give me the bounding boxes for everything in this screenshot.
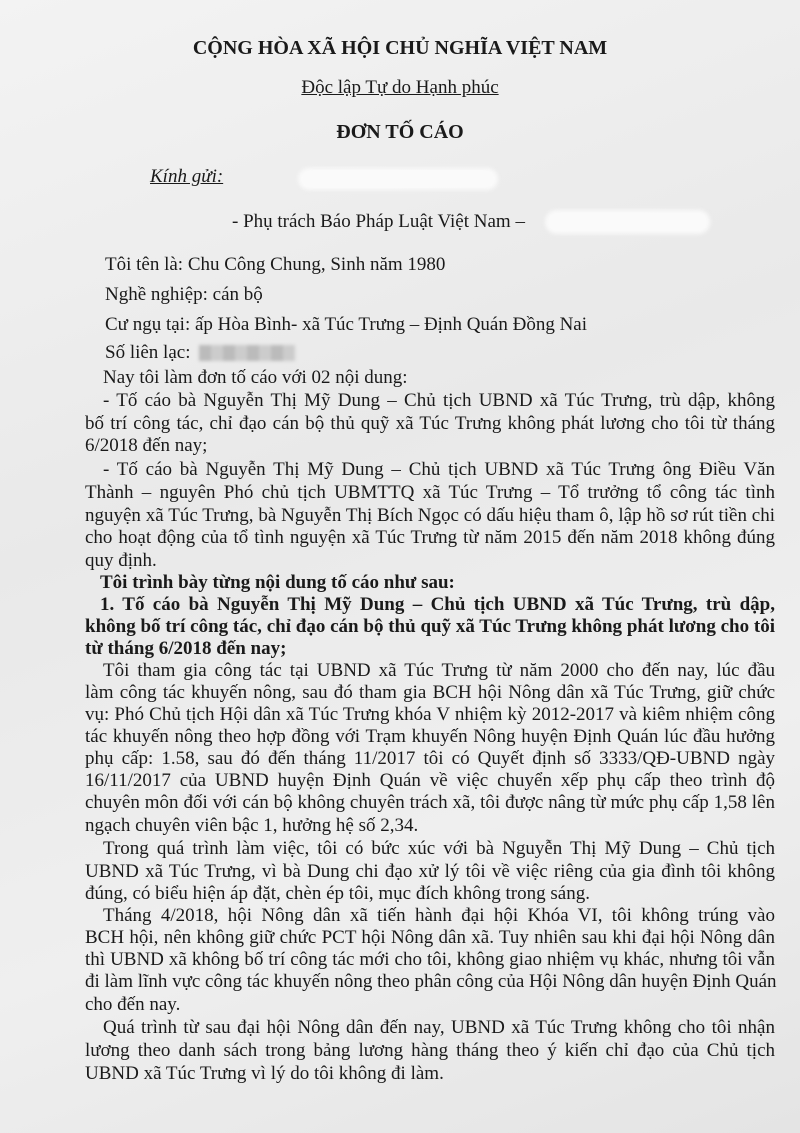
body-line: BCH hội, nên không giữ chức PCT hội Nông dân xã. Tuy nhiên sau khi đại hội Nông dân (85, 927, 775, 948)
recipient-line: - Phụ trách Báo Pháp Luật Việt Nam – (232, 211, 525, 232)
body-line: Thành – nguyên Phó chủ tịch UBMTTQ xã Túc Trưng – Tổ trưởng tổ công tác tình (85, 482, 775, 503)
body-line: làm công tác khuyến nông, sau đó tham gia BCH hội Nông dân xã Túc Trưng, giữ chức (85, 682, 775, 703)
body-line: bố trí công tác, chỉ đạo cán bộ thủ quỹ xã Túc Trưng không phát lương cho tôi từ tháng (85, 413, 775, 434)
body-line: lương theo danh sách trong bảng lương hàng tháng theo ý kiến chỉ đạo của Chủ tịch (85, 1040, 775, 1061)
body-line: chuyên môn đối với cán bộ không chuyên trách xã, tôi được nâng từ mức phụ cấp 1,58 lên (85, 792, 775, 813)
body-line: không bố trí công tác, chỉ đạo cán bộ thủ quỹ xã Túc Trưng không phát lương cho tôi (85, 616, 775, 637)
body-line: cho hoạt động của tổ tình nguyện xã Túc Trưng từ năm 2015 đến năm 2018 không đúng (85, 527, 775, 548)
body-line: nguyện xã Túc Trưng, bà Nguyễn Thị Bích Ngọc có dấu hiệu tham ô, lập hồ sơ rút tiền chi (85, 505, 775, 526)
redaction-mark (545, 210, 710, 234)
blurred-phone (199, 345, 295, 361)
motto: Độc lập Tự do Hạnh phúc (301, 77, 499, 98)
body-line: 16/11/2017 của UBND huyện Định Quán về việc chuyển xếp phụ cấp theo trình độ (85, 770, 775, 791)
job-line: Nghề nghiệp: cán bộ (105, 284, 263, 305)
body-line: 1. Tố cáo bà Nguyễn Thị Mỹ Dung – Chủ tịch UBND xã Túc Trưng, trù dập, (100, 594, 775, 615)
name-line: Tôi tên là: Chu Công Chung, Sinh năm 1980 (105, 254, 446, 275)
recipient-label: Kính gửi: (150, 166, 224, 187)
body-line: - Tố cáo bà Nguyễn Thị Mỹ Dung – Chủ tịch UBND xã Túc Trưng, trù dập, không (103, 390, 775, 411)
body-line: đúng, có biểu hiện áp đặt, chèn ép tôi, mục đích không trong sáng. (85, 883, 590, 904)
body-line: Tôi tham gia công tác tại UBND xã Túc Trưng từ năm 2000 cho đến nay, lúc đầu (103, 660, 775, 681)
body-line: cho đến nay. (85, 994, 181, 1015)
address-line: Cư ngụ tại: ấp Hòa Bình- xã Túc Trưng – Định Quán Đồng Nai (105, 314, 588, 335)
redaction-mark (298, 168, 498, 190)
body-line: - Tố cáo bà Nguyễn Thị Mỹ Dung – Chủ tịch UBND xã Túc Trưng ông Điều Văn (103, 459, 775, 480)
contact-line: Số liên lạc: (105, 342, 191, 363)
body-line: ngạch chuyên viên bậc 1, hưởng hệ số 2,34. (85, 815, 419, 836)
body-line: Trong quá trình làm việc, tôi có bức xúc với bà Nguyễn Thị Mỹ Dung – Chủ tịch (103, 838, 775, 859)
body-line: quy định. (85, 550, 157, 571)
body-line: thì UBND xã không bố trí công tác mới cho tôi, không giao nhiệm vụ khác, nhưng tôi vẫn (85, 949, 775, 970)
body-line: UBND xã Túc Trưng vì lý do tôi không đi làm. (85, 1063, 444, 1084)
body-line: vụ: Phó Chủ tịch Hội dân xã Túc Trưng khóa V nhiệm kỳ 2012-2017 và kiêm nhiệm công (85, 704, 775, 725)
body-line: từ tháng 6/2018 đến nay; (85, 638, 287, 659)
body-line: tác khuyến nông theo hợp đồng với Trạm khuyến Nông huyện Định Quán lúc đầu hưởng (85, 726, 775, 747)
body-line: Nay tôi làm đơn tố cáo với 02 nội dung: (103, 367, 408, 388)
body-line: phụ cấp: 1.58, sau đó đến tháng 11/2017 tôi có Quyết định số 3333/QĐ-UBND ngày (85, 748, 775, 769)
body-line: Quá trình từ sau đại hội Nông dân đến nay, UBND xã Túc Trưng không cho tôi nhận (103, 1017, 775, 1038)
document-title: ĐƠN TỐ CÁO (336, 121, 464, 143)
body-line: 6/2018 đến nay; (85, 435, 208, 456)
national-title: CỘNG HÒA XÃ HỘI CHỦ NGHĨA VIỆT NAM (192, 37, 608, 59)
body-line: Tháng 4/2018, hội Nông dân xã tiến hành đại hội Khóa VI, tôi không trúng vào (103, 905, 775, 926)
body-line: Tôi trình bày từng nội dung tố cáo như sau: (100, 572, 455, 593)
body-line: đi làm lĩnh vực công tác khuyến nông theo phân công của Hội Nông dân huyện Định Quán (85, 971, 777, 992)
body-line: UBND xã Túc Trưng, vì bà Dung chi đạo xử lý tôi về việc riêng của gia đình tôi không (85, 861, 775, 882)
